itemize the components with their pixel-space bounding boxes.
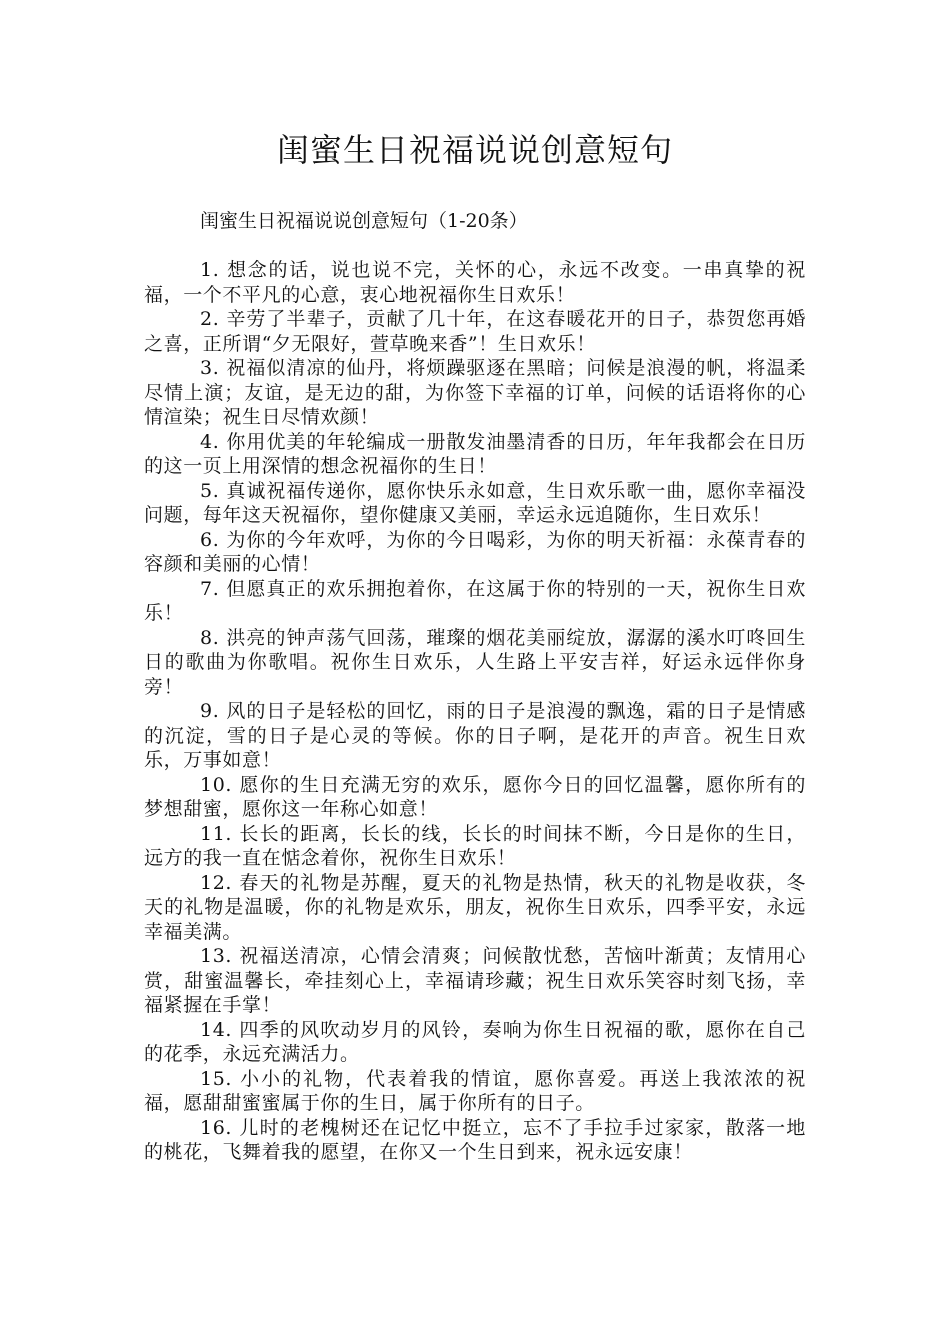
list-item: 3. 祝福似清凉的仙丹，将烦躁驱逐在黑暗；问候是浪漫的帆，将温柔尽情上演；友谊，是无边的甜，为你签下幸福的订单，问候的话语将你的心情渲染；祝生日尽情欢颜！ (144, 357, 806, 428)
list-item: 9. 风的日子是轻松的回忆，雨的日子是浪漫的飘逸，霜的日子是情感的沉淀，雪的日子是心灵的等候。你的日子啊，是花开的声音。祝生日欢乐，万事如意！ (144, 700, 806, 771)
list-item: 4. 你用优美的年轮编成一册散发油墨清香的日历，年年我都会在日历的这一页上用深情的想念祝福你的生日！ (144, 430, 806, 477)
list-item: 13. 祝福送清凉，心情会清爽；问候散忧愁，苦恼叶渐黄；友情用心赏，甜蜜温馨长，牵挂刻心上，幸福请珍藏；祝生日欢乐笑容时刻飞扬，幸福紧握在手掌！ (144, 945, 806, 1016)
list-item: 8. 洪亮的钟声荡气回荡，璀璨的烟花美丽绽放，潺潺的溪水叮咚回生日的歌曲为你歌唱。祝你生日欢乐，人生路上平安吉祥，好运永远伴你身旁！ (144, 626, 806, 698)
list-item: 11. 长长的距离，长长的线，长长的时间抹不断，今日是你的生日，远方的我一直在惦念着你，祝你生日欢乐！ (144, 822, 806, 869)
list-item: 2. 辛劳了半辈子，贡献了几十年，在这春暖花开的日子，恭贺您再婚之喜，正所谓“夕无限好，萱草晚来香”！生日欢乐！ (144, 308, 806, 355)
list-item: 15. 小小的礼物，代表着我的情谊，愿你喜爱。再送上我浓浓的祝福，愿甜甜蜜蜜属于你的生日，属于你所有的日子。 (144, 1067, 806, 1114)
list-item: 16. 儿时的老槐树还在记忆中挺立，忘不了手拉手过家家，散落一地的桃花，飞舞着我的愿望，在你又一个生日到来，祝永远安康！ (144, 1116, 806, 1163)
list-item: 10. 愿你的生日充满无穷的欢乐，愿你今日的回忆温馨，愿你所有的梦想甜蜜，愿你这一年称心如意！ (144, 773, 806, 820)
wish-list (144, 258, 806, 1165)
list-item: 5. 真诚祝福传递你，愿你快乐永如意，生日欢乐歌一曲，愿你幸福没问题，每年这天祝福你，望你健康又美丽，幸运永远追随你，生日欢乐！ (144, 479, 806, 526)
list-item: 6. 为你的今年欢呼，为你的今日喝彩，为你的明天祈福：永葆青春的容颜和美丽的心情！ (144, 528, 806, 575)
section-subtitle: 闺蜜生日祝福说说创意短句（1-20条） (200, 210, 528, 232)
list-item: 12. 春天的礼物是苏醒，夏天的礼物是热情，秋天的礼物是收获，冬天的礼物是温暖，你的礼物是欢乐，朋友，祝你生日欢乐，四季平安，永远幸福美满。 (144, 871, 806, 943)
list-item: 14. 四季的风吹动岁月的风铃，奏响为你生日祝福的歌，愿你在自己的花季，永远充满活力。 (144, 1018, 806, 1065)
list-item: 1. 想念的话，说也说不完，关怀的心，永远不改变。一串真挚的祝福，一个不平凡的心意，衷心地祝福你生日欢乐！ (144, 259, 806, 306)
list-item: 7. 但愿真正的欢乐拥抱着你，在这属于你的特别的一天，祝你生日欢乐！ (144, 577, 806, 624)
page-title: 闺蜜生日祝福说说创意短句 (276, 131, 673, 169)
